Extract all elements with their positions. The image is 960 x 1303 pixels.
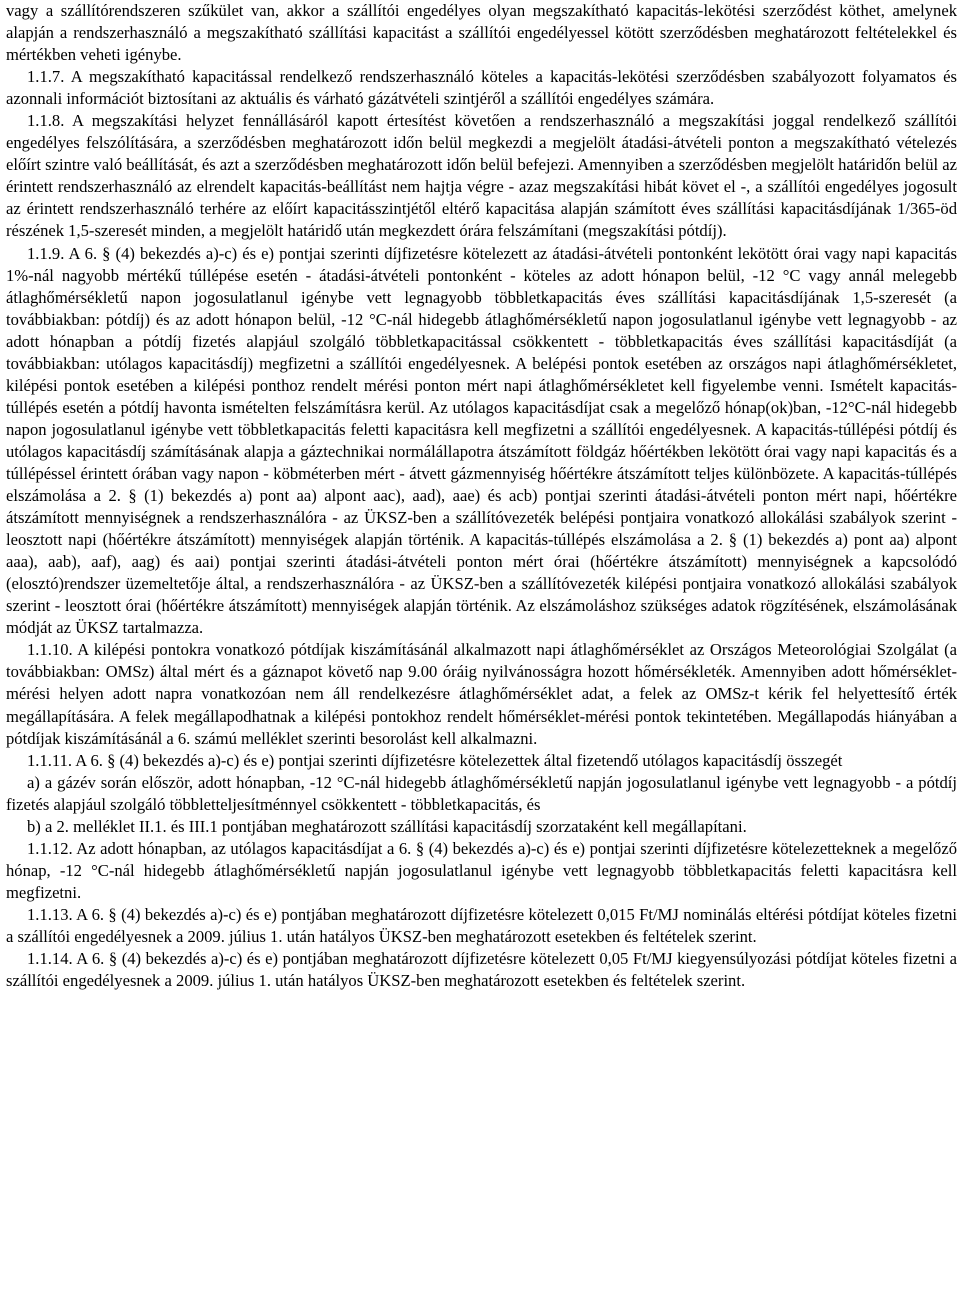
paragraph-number: 1.1.9. [27,243,65,263]
paragraph-continuation [6,0,957,66]
paragraph-text: A megszakítási helyzet fennállásáról kapott értesítést követően a rendszerhasználó a megszakítási joggal rendelkező szállítói engedélyes felszólítására, a szerződésben meghatározott időn belül megkezdi a megjelölt átadási-átvételi ponton a megszakítható vételezés előírt szintre való beállítását, és azt a szerződésben meghatározott időn belül befejezi. Amennyiben a szerződésben megjelölt határidőn belül az érintett rendszerhasználó az elrendelt kapacitás-beállítást nem hajtja végre - azaz megszakítási hibát követ el -, a szállítói engedélyes jogosult az érintett rendszerhasználó terhére az előírt kapacitásszintjétől eltérő kapacitása alapján számított éves szállítási kapacitásdíjának 1/365-öd részének 1,5-szeresét minden, a megjelölt határidő után megkezdett órára felszámítani (megszakítási pótdíj). [6,111,957,241]
paragraph-text: vagy a szállítórendszeren szűkület van, akkor a szállítói engedélyes olyan megszakítható kapacitás-lekötési szerződést köthet, amelynek alapján a rendszerhasználó a megszakítható szállítási kapacitást a szállítói engedélyessel kötött szerződésben meghatározott feltételekkel és mértékben veheti igénybe. [6,1,957,65]
list-item-b [6,816,957,838]
paragraph-text: A 6. § (4) bekezdés a)-c) és e) pontjai szerinti díjfizetésre kötelezett az átadási-átvételi pontonként lekötött órai vagy napi kapacitás 1%-nál nagyobb mértékű túllépése esetén - átadási-átvételi pontonként - köteles az adott hónapon belül, -12 °C vagy annál melegebb átlaghőmérsékletű napon jogosulatlanul igénybe vett legnagyobb többletkapacitás éves szállítási kapacitásdíjának 1,5-szeresét (a továbbiakban: pótdíj) és az adott hónapon belül, -12 °C-nál hidegebb átlaghőmérsékletű napon jogosulatlanul igénybe vett legnagyobb - az adott hónapban a pótdíj fizetés alapjául szolgáló többletkapacitással csökkentett - többletkapacitás éves szállítási kapacitásdíját (a továbbiakban: utólagos kapacitásdíj) megfizetni a szállítói engedélyesnek. A belépési pontok esetében az országos napi átlaghőmérsékletet, kilépési pontok esetében a kilépési ponthoz rendelt mérési ponton mért napi átlaghőmérsékletet kell figyelembe venni. Ismételt kapacitás-túllépés esetén a pótdíj havonta ismételten felszámításra kerül. Az utólagos kapacitásdíjat csak a megelőző hónap(ok)ban, -12°C-nál hidegebb napon jogosulatlanul igénybe vett többletkapacitás feletti kapacitásra kell megfizetni a szállítói engedélyesnek. A kapacitás-túllépési pótdíj és utólagos kapacitásdíj számításának alapja a gáztechnikai normálállapotra átszámított földgáz hőértékben lekötött órai vagy napi kapacitás és a túllépéssel érintett órában vagy napon - köbméterben mért - átvett gázmennyiség hőértékre átszámított teljes különbözete. A kapacitás-túllépés elszámolása a 2. § (1) bekezdés a) pont aa) alpont aac), aad), aae) és acb) pontjai szerinti átadási-átvételi ponton mért napi, hőértékre átszámított mennyiségnek a rendszerhasználóra - az ÜKSZ-ben a szállítóvezeték belépési pontjaira vonatkozó allokálási szabályok szerint - leosztott napi (hőértékre átszámított) mennyiségek alapján történik. A kapacitás-túllépés elszámolása a 2. § (1) bekezdés a) pont aa) alpont aaa), aab), aaf), aag) és aai) pontjai szerinti átadási-átvételi ponton mért órai (hőértékre átszámított) mennyiségnek a kapcsolódó (elosztó)rendszer üzemeltetője által, a rendszerhasználóra - az ÜKSZ-ben a szállítóvezeték kilépési pontjaira vonatkozó allokálási szabályok szerint - leosztott órai (hőértékre átszámított) mennyiségek alapján történik. Az elszámoláshoz szükséges adatok rögzítésének, elszámolásának módját az ÜKSZ tartalmazza. [6,243,957,638]
list-item-a [6,772,957,816]
paragraph-number: 1.1.13. [27,904,73,924]
paragraph-text: A 6. § (4) bekezdés a)-c) és e) pontjai szerinti díjfizetésre kötelezettek által fizetendő utólagos kapacitásdíj összegét [75,750,843,770]
list-item-text: a) a gázév során először, adott hónapban, -12 °C-nál hidegebb átlaghőmérsékletű napján jogosulatlanul igénybe vett legnagyobb - a pótdíj fizetés alapjául szolgáló többletteljesítménnyel csökkentett - többletkapacitás, és [6,772,957,814]
list-item-text: b) a 2. melléklet II.1. és III.1 pontjában meghatározott szállítási kapacitásdíj szorzataként kell megállapítani. [27,816,747,836]
paragraph-text: A megszakítható kapacitással rendelkező rendszerhasználó köteles a kapacitás-lekötési szerződésben szabályozott folyamatos és azonnali információt biztosítani az aktuális és várható gázátvételi szintjéről a szállítói engedélyes számára. [6,67,957,109]
paragraph-text: A 6. § (4) bekezdés a)-c) és e) pontjában meghatározott díjfizetésre kötelezett 0,015 Ft/MJ nominálás eltérési pótdíjat köteles fizetni a szállítói engedélyesnek a 2009. július 1. után hatályos ÜKSZ-ben meghatározott esetekben és feltételek szerint. [6,904,958,946]
paragraph-1-1-9 [6,243,957,640]
paragraph-1-1-10 [6,639,957,749]
paragraph-1-1-8 [6,110,957,242]
paragraph-number: 1.1.12. [27,838,73,858]
paragraph-1-1-14 [6,948,957,992]
paragraph-1-1-11 [6,750,957,772]
paragraph-1-1-12 [6,838,957,904]
paragraph-1-1-13 [6,904,957,948]
paragraph-1-1-7 [6,66,957,110]
paragraph-number: 1.1.8. [27,111,65,131]
paragraph-number: 1.1.7. [27,67,65,87]
paragraph-number: 1.1.11. [27,750,73,770]
paragraph-number: 1.1.10. [27,640,73,660]
paragraph-text: A 6. § (4) bekezdés a)-c) és e) pontjában meghatározott díjfizetésre kötelezett 0,05 Ft/MJ kiegyensúlyozási pótdíjat köteles fizetni a szállítói engedélyesnek a 2009. július 1. után hatályos ÜKSZ-ben meghatározott esetekben és feltételek szerint. [6,949,957,991]
paragraph-number: 1.1.14. [27,949,73,969]
paragraph-text: A kilépési pontokra vonatkozó pótdíjak kiszámításánál alkalmazott napi átlaghőmérséklet az Országos Meteorológiai Szolgálat (a továbbiakban: OMSz) által mért és a gáznapot követő nap 9.00 óráig nyilvánosságra hozott hőmérsékleték. Amennyiben adott hőmérséklet-mérési helyen adott napra vonatkozóan nem áll rendelkezésre átlaghőmérséklet adat, a felek az OMSz-t kérik fel helyettesítő érték megállapítására. A felek megállapodhatnak a kilépési pontokhoz rendelt hőmérséklet-mérési pontok tekintetében. Megállapodás hiányában a pótdíjak kiszámításánál a 6. számú melléklet szerinti besorolást kell alkalmazni. [6,640,957,748]
paragraph-text: Az adott hónapban, az utólagos kapacitásdíjat a 6. § (4) bekezdés a)-c) és e) pontjai szerinti díjfizetésre kötelezetteknek a megelőző hónap, -12 °C-nál hidegebb átlaghőmérsékletű napján jogosulatlanul igénybe vett legnagyobb többletkapacitás feletti kapacitásra kell megfizetni. [6,838,957,902]
